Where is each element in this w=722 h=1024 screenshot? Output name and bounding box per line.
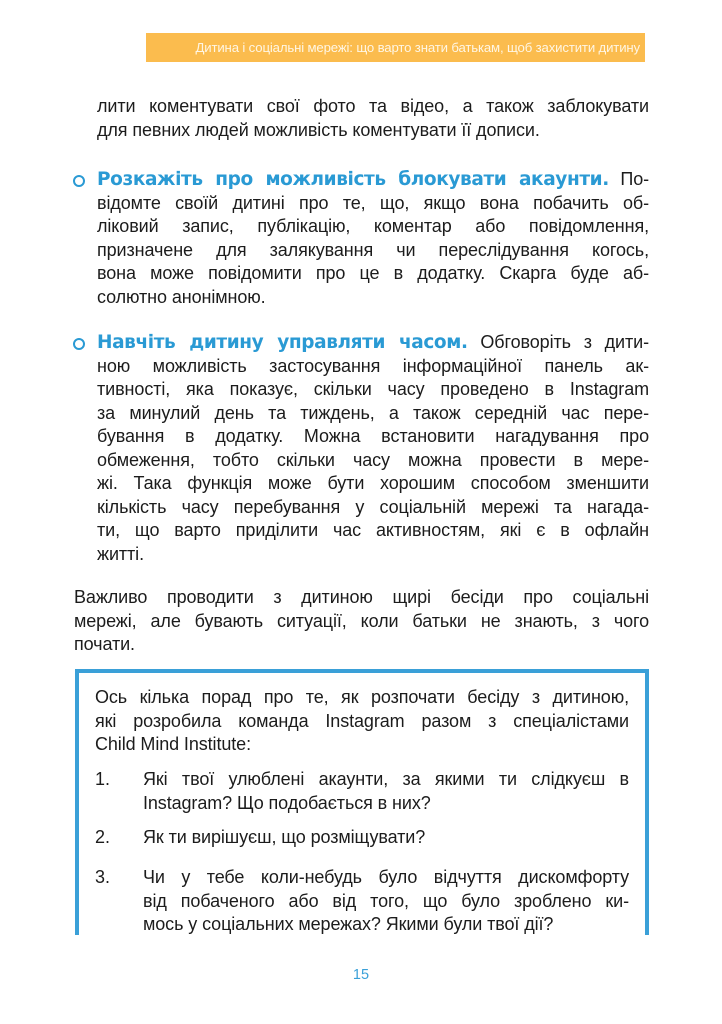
text-line: які розробила команда Instagram разом з спеціалістами <box>95 710 629 731</box>
text-line: призначене для залякування чи переслідування когось, <box>97 239 649 260</box>
bullet-item-time-management <box>97 331 649 566</box>
text-line: для певних людей можливість коментувати її дописи. <box>97 119 540 140</box>
text-line: мережі, але бувають ситуації, коли батьки не знають, з чого <box>74 610 649 631</box>
text-line: житті. <box>97 543 144 564</box>
continuation-paragraph <box>97 95 649 142</box>
bullet-first-line <box>97 168 649 192</box>
tip-item <box>143 866 629 937</box>
text-line: ліковий запис, публікацію, коментар або повідомлення, <box>97 216 649 236</box>
text-line: мось у соціальних мережах? Якими були твої дії? <box>143 914 554 934</box>
text-line: за минулий день та тиждень, а також середній час пере- <box>97 402 649 423</box>
running-title: Дитина і соціальні мережі: що варто знати батькам, щоб захистити дитину <box>195 40 640 55</box>
important-paragraph <box>74 586 649 657</box>
tip-number: 1. <box>95 769 111 789</box>
text-line: ти, що варто приділити час активностям, які є в офлайн <box>97 520 649 540</box>
bullet-first-line <box>97 331 649 355</box>
text-line: відомте своїй дитині про те, що, якщо вона побачить об- <box>97 192 649 213</box>
tips-intro <box>95 686 629 757</box>
bullet-heading: Навчіть дитину управляти часом. <box>97 332 468 353</box>
text-line: почати. <box>74 634 135 654</box>
text-line: Ось кілька порад про те, як розпочати бесіду з дитиною, <box>95 687 629 707</box>
running-header <box>146 33 645 62</box>
text-line: кількість часу перебування у соціальній мережі та нагада- <box>97 496 649 517</box>
text-line: бування в додатку. Можна встановити нагадування про <box>97 426 649 446</box>
text-line: Чи у тебе коли-небудь було відчуття дискомфорту <box>143 867 629 887</box>
bullet-text: По- <box>608 169 649 189</box>
text-line: ною можливість застосування інформаційної панель ак- <box>97 355 649 376</box>
bullet-icon <box>73 175 85 187</box>
text-line: Які твої улюблені акаунти, за якими ти слідкуєш в <box>143 769 629 789</box>
bullet-icon <box>73 338 85 350</box>
text-line: солютно анонімною. <box>97 286 266 307</box>
text-line: Важливо проводити з дитиною щирі бесіди про соціальні <box>74 587 649 607</box>
text-line: тивності, яка показує, скільки часу проведено в Instagram <box>97 379 649 399</box>
text-line: обмеження, тобто скільки часу можна провести в мере- <box>97 449 649 470</box>
text-line: Child Mind Institute: <box>95 734 251 754</box>
bullet-heading: Розкажіть про можливість блокувати акаунти. <box>97 169 609 190</box>
text-line: лити коментувати свої фото та відео, а також заблокувати <box>97 96 649 116</box>
tip-item <box>143 768 629 815</box>
text-line: від побаченого або від того, що було зроблено ки- <box>143 890 629 911</box>
tip-number: 3. <box>95 867 111 887</box>
bullet-text: Обговоріть з дити- <box>467 332 649 352</box>
tip-number: 2. <box>95 827 111 847</box>
page-number: 15 <box>352 967 370 983</box>
text-line: Instagram? Що подобається в них? <box>143 792 431 813</box>
tip-item <box>143 826 629 850</box>
text-line: Як ти вирішуєш, що розміщувати? <box>143 827 426 847</box>
bullet-item-block-accounts <box>97 168 649 309</box>
text-line: вона може повідомити про це в додатку. Скарга буде аб- <box>97 263 649 283</box>
text-line: жі. Така функція може бути хорошим способом зменшити <box>97 473 649 493</box>
